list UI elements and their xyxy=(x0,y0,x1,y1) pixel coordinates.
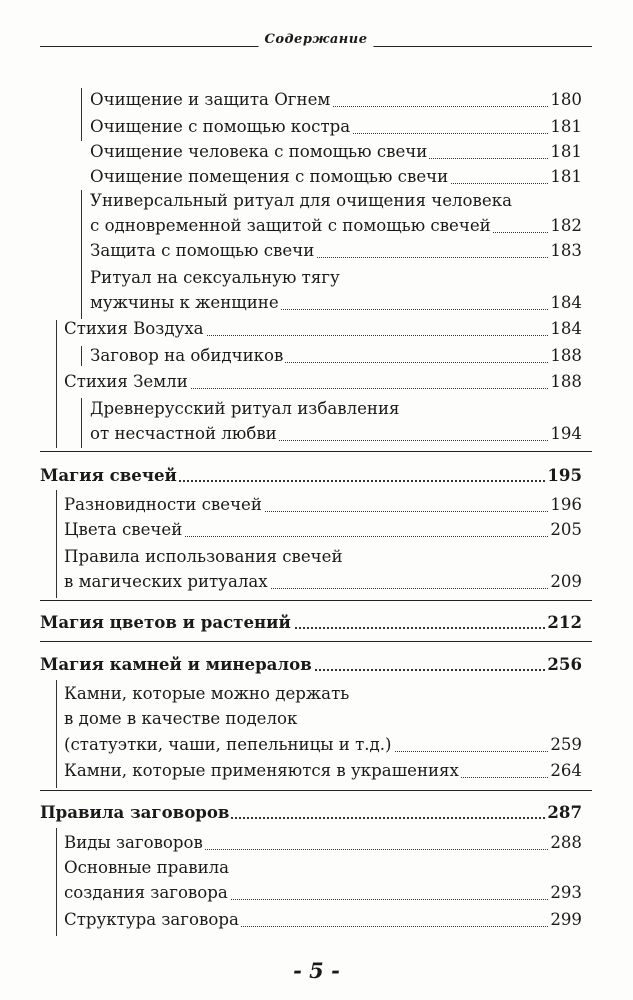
toc-entry: Защита с помощью свечи 183 xyxy=(90,239,582,263)
section-separator xyxy=(40,790,592,791)
toc-entry: Виды заговоров 288 xyxy=(64,831,582,855)
indent-rule xyxy=(81,346,82,366)
toc-entry: от несчастной любви 194 xyxy=(90,422,582,446)
indent-rule xyxy=(81,398,82,448)
indent-rule xyxy=(56,680,57,788)
toc-entry: Камни, которые применяются в украшениях 264 xyxy=(64,759,582,783)
toc-entry: (статуэтки, чаши, пепельницы и т.д.) 259 xyxy=(64,733,582,757)
toc-entry: Разновидности свечей 196 xyxy=(64,493,582,517)
indent-rule xyxy=(56,320,57,448)
toc-entry: Очищение с помощью костра 181 xyxy=(90,115,582,139)
toc-chapter: Магия камней и минералов 256 xyxy=(40,654,582,674)
toc-chapter: Правила заговоров 287 xyxy=(40,802,582,822)
section-separator xyxy=(40,451,592,452)
toc-entry-first-line: Универсальный ритуал для очищения человека xyxy=(90,191,512,210)
toc-entry-first-line: Камни, которые можно держать xyxy=(64,684,350,703)
toc-entry-second-line: в доме в качестве поделок xyxy=(64,709,298,728)
toc-entry-first-line: Правила использования свечей xyxy=(64,547,343,566)
header-title: Содержание xyxy=(258,32,373,47)
toc-entry: Структура заговора 299 xyxy=(64,908,582,932)
toc-entry: Стихия Земли 188 xyxy=(64,370,582,394)
section-separator xyxy=(40,600,592,601)
toc-chapter: Магия свечей 195 xyxy=(40,465,582,485)
toc-entry-first-line: Древнерусский ритуал избавления xyxy=(90,399,400,418)
toc-entry: Очищение помещения с помощью свечи 181 xyxy=(90,165,582,189)
toc-entry: Очищение и защита Огнем 180 xyxy=(90,88,582,112)
toc-entry: Очищение человека с помощью свечи 181 xyxy=(90,140,582,164)
toc-entry: в магических ритуалах 209 xyxy=(64,570,582,594)
toc-entry: мужчины к женщине 184 xyxy=(90,291,582,315)
toc-entry-first-line: Основные правила xyxy=(64,858,230,877)
page-number: - 5 - xyxy=(293,958,340,983)
toc-entry: Цвета свечей 205 xyxy=(64,518,582,542)
toc-entry: создания заговора 293 xyxy=(64,881,582,905)
indent-rule xyxy=(81,190,82,320)
toc-chapter: Магия цветов и растений 212 xyxy=(40,612,582,632)
toc-entry-first-line: Ритуал на сексуальную тягу xyxy=(90,268,340,287)
indent-rule xyxy=(56,490,57,598)
toc-entry: Стихия Воздуха 184 xyxy=(64,317,582,341)
indent-rule xyxy=(56,828,57,936)
toc-entry: Заговор на обидчиков 188 xyxy=(90,344,582,368)
toc-entry: с одновременной защитой с помощью свечей 182 xyxy=(90,214,582,238)
section-separator xyxy=(40,641,592,642)
indent-rule xyxy=(81,88,82,141)
